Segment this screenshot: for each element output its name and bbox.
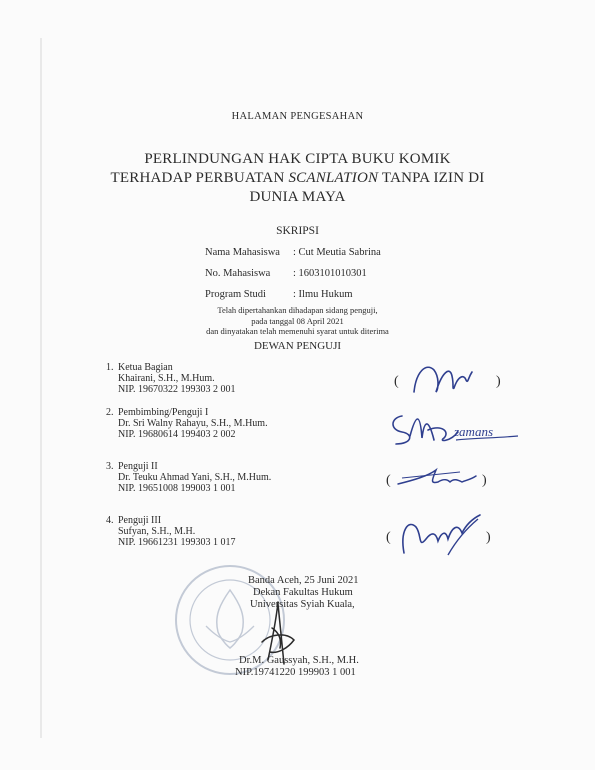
svg-text:): )	[482, 473, 487, 488]
examiner-nip: NIP. 19680614 199403 2 002	[118, 429, 236, 440]
svg-text:): )	[496, 374, 501, 389]
page-edge-shadow	[40, 38, 42, 738]
svg-text:(: (	[394, 374, 399, 389]
thesis-title	[0, 150, 595, 207]
title-italic-term: SCANLATION	[288, 170, 379, 186]
dean-position: Dekan Fakultas Hukum	[253, 587, 353, 598]
signature-examiner-2	[384, 402, 529, 450]
signature-examiner-1	[392, 352, 512, 402]
student-info-label: Nama Mahasiswa	[205, 247, 280, 258]
examiner-name: Khairani, S.H., M.Hum.	[118, 373, 215, 384]
student-info-value: : Cut Meutia Sabrina	[293, 247, 381, 258]
svg-text:(: (	[386, 530, 391, 545]
title-line-2: TERHADAP PERBUATAN SCANLATION TANPA IZIN DI	[110, 170, 485, 186]
university-name: Universitas Syiah Kuala,	[250, 599, 355, 610]
student-info-label: No. Mahasiswa	[205, 268, 271, 279]
examiner-nip: NIP. 19651008 199003 1 001	[118, 483, 236, 494]
student-info	[205, 242, 505, 305]
examiner-name: Dr. Sri Walny Rahayu, S.H., M.Hum.	[118, 418, 268, 429]
dean-name: Dr.M. Gaussyah, S.H., M.H.	[239, 655, 359, 666]
dean-block	[235, 655, 359, 679]
page-heading: HALAMAN PENGESAHAN	[231, 111, 364, 122]
student-info-value: : Ilmu Hukum	[293, 289, 353, 300]
student-info-row	[205, 242, 505, 263]
examiner-nip: NIP. 19670322 199303 2 001	[118, 384, 236, 395]
svg-text:zamans: zamans	[454, 424, 494, 439]
examiner-name: Sufyan, S.H., M.H.	[118, 526, 196, 537]
dean-nip: NIP.19741220 199903 1 001	[235, 667, 356, 678]
student-info-row	[205, 263, 505, 284]
document-type: SKRIPSI	[276, 225, 319, 237]
document-page: HALAMAN PENGESAHAN PERLINDUNGAN HAK CIPTA BUKU KOMIK TERHADAP PERBUATAN SCANLATION TANPA IZIN DI DUNIA MAYA SKRIPSI Nama Mahasiswa : Cut Meutia Sabrina No. Mahasiswa : 1603101010301 Program Studi : Ilmu Hukum Telah dipertahankan dihadapan sidang penguji, pada tanggal 08 April 2021 dan dinyatakan telah memenuhi syarat untuk diterima DEWAN PENGUJI 1. Ketua Bagian Khairani, S.H., M.Hum. NIP. 19670322 199303 2 001 2. Pembimbing/Penguji I Dr. Sri Walny Rahayu, S.H., M.Hum. NIP. 19680614 199403 2 002 3. Penguji II Dr. Teuku Ahmad Yani, S.H., M.Hum. NIP. 19651008 199003 1 001 4. Penguji III Sufyan, S.H., M.H. NIP. 19661231 199303 1 017 ( ) zamans ( ) ( ) Banda Aceh, 25 Juni 2021 Dekan Fakultas Hukum Universitas Syiah Kuala, Dr.M. Gaussyah, S.H., M.H. NIP.19741220 199903 1 001	[0, 0, 595, 770]
svg-text:): )	[486, 530, 491, 545]
title-line-3: DUNIA MAYA	[249, 189, 346, 205]
student-info-row	[205, 284, 505, 305]
student-info-label: Program Studi	[205, 289, 266, 300]
examiner-role: Penguji III	[118, 515, 162, 526]
examiner-nip: NIP. 19661231 199303 1 017	[118, 537, 236, 548]
examiner-role: Ketua Bagian	[118, 362, 173, 373]
place-date: Banda Aceh, 25 Juni 2021	[248, 575, 359, 586]
examiner-role: Pembimbing/Penguji I	[118, 407, 209, 418]
signature-examiner-4	[386, 505, 506, 565]
examiner-name: Dr. Teuku Ahmad Yani, S.H., M.Hum.	[118, 472, 272, 483]
title-line-1: PERLINDUNGAN HAK CIPTA BUKU KOMIK	[144, 151, 451, 167]
board-heading: DEWAN PENGUJI	[253, 340, 342, 352]
student-info-value: : 1603101010301	[293, 268, 367, 279]
defense-statement: Telah dipertahankan dihadapan sidang penguji, pada tanggal 08 April 2021 dan dinyatakan telah memenuhi syarat untuk diterima	[206, 305, 389, 336]
examiner-role: Penguji II	[118, 461, 158, 472]
svg-text:(: (	[386, 473, 391, 488]
signature-examiner-3	[380, 458, 520, 500]
